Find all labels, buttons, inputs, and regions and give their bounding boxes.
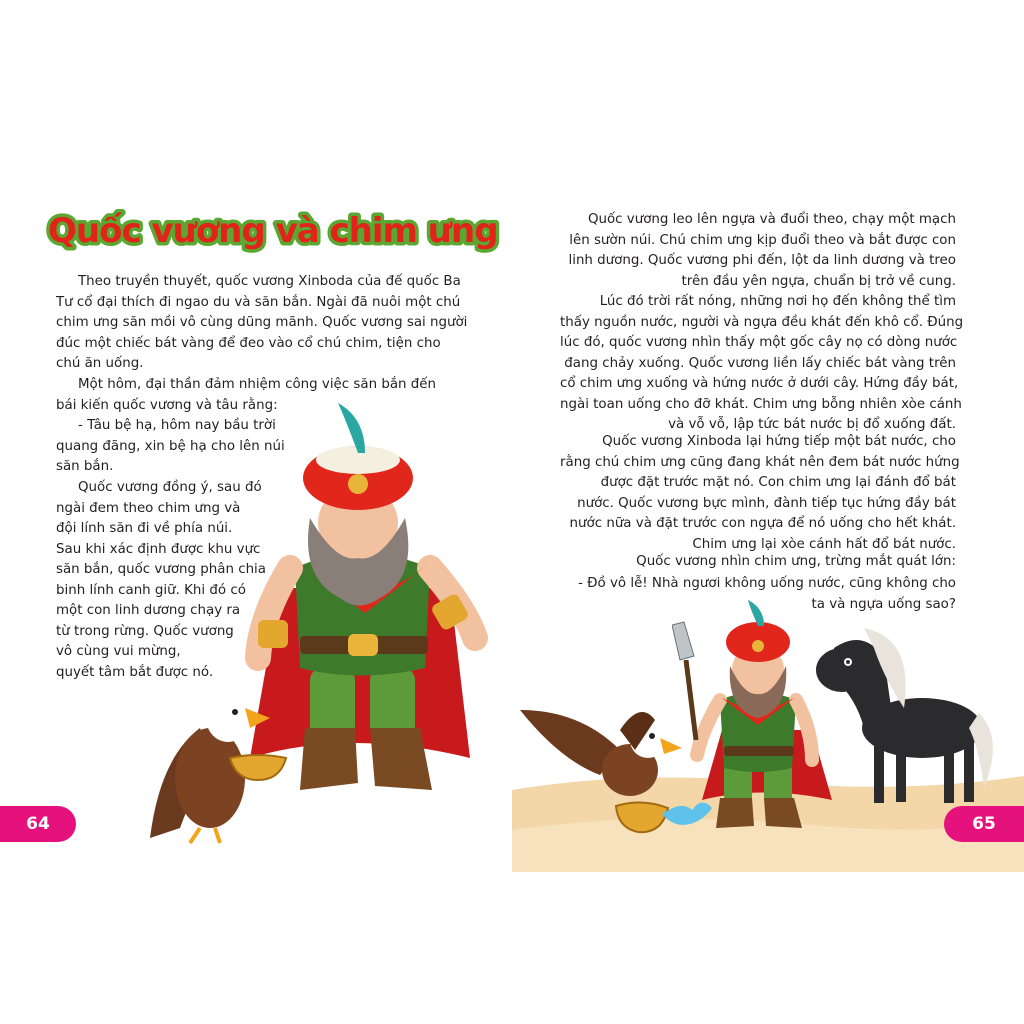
text-line: binh lính canh giữ. Khi đó có bbox=[56, 582, 246, 598]
text-line: Quốc vương đồng ý, sau đó bbox=[78, 480, 262, 495]
text-line: quyết tâm bắt được nó. bbox=[56, 664, 214, 680]
right-page bbox=[512, 0, 1024, 1024]
text-line: Lúc đó trời rất nóng, những nơi họ đến không thể tìm bbox=[599, 294, 956, 309]
text-line: Một hôm, đại thần đảm nhiệm công việc săn bắn đến bbox=[78, 377, 436, 392]
story-title-art bbox=[48, 198, 498, 258]
story-title bbox=[48, 198, 498, 258]
text-line: thấy nguồn nước, người và ngựa đều khát đến khô cổ. Đúng bbox=[560, 314, 964, 330]
text-line: quang đãng, xin bệ hạ cho lên núi bbox=[56, 438, 285, 454]
text-line: vô cùng vui mừng, bbox=[56, 644, 181, 659]
text-line: săn bắn. bbox=[56, 459, 114, 474]
story-title-text: Quốc vương và chim ưng bbox=[48, 211, 498, 251]
text-line: chú ăn uống. bbox=[56, 356, 144, 371]
text-line: ta và ngựa uống sao? bbox=[811, 596, 956, 612]
text-line: nước. Quốc vương bực mình, đành tiếp tục hứng đầy bát bbox=[577, 495, 956, 511]
text-line: cổ chim ưng xuống và hứng nước ở dưới cây. Hứng đầy bát, bbox=[560, 376, 959, 391]
golden-bowl-illustration bbox=[228, 752, 288, 782]
paragraph-7 bbox=[560, 432, 960, 555]
text-line: Tư cổ đại thích đi ngao du và săn bắn. Ngài đã nuôi một chú bbox=[56, 294, 461, 310]
text-line: từ trong rừng. Quốc vương bbox=[56, 623, 234, 639]
text-line: chim ưng săn mồi vô cùng dũng mãnh. Quốc vương sai người bbox=[56, 315, 468, 330]
text-line: và vỗ vỗ, lập tức bát nước bị đổ xuống đất. bbox=[668, 417, 956, 432]
text-line: trên đầu yên ngựa, chuẩn bị trở về cung. bbox=[681, 273, 956, 289]
text-line: đúc một chiếc bát vàng để đeo vào cổ chú chim, tiện cho bbox=[56, 335, 441, 351]
text-line: đang chảy xuống. Quốc vương liền lấy chiếc bát vàng trên bbox=[564, 355, 956, 371]
horse-illustration bbox=[804, 618, 1004, 814]
text-line: Theo truyền thuyết, quốc vương Xinboda của đế quốc Ba bbox=[78, 274, 461, 289]
text-line: săn bắn, quốc vương phân chia bbox=[56, 562, 266, 577]
page-number-left: 64 bbox=[0, 806, 76, 842]
text-line: một con linh dương chạy ra bbox=[56, 603, 241, 618]
text-line: - Tâu bệ hạ, hôm nay bầu trời bbox=[78, 418, 276, 433]
text-line: đội lính săn đi về phía núi. bbox=[56, 521, 233, 536]
text-line: ngài đem theo chim ưng và bbox=[56, 500, 241, 516]
paragraph-5 bbox=[560, 210, 956, 292]
text-line: - Đồ vô lễ! Nhà ngươi không uống nước, cũng không cho bbox=[578, 576, 956, 591]
black-horse-icon bbox=[804, 618, 1004, 814]
text-line: được đặt trước mặt nó. Con chim ưng lại đánh đổ bát bbox=[600, 475, 956, 490]
text-line: rằng chú chim ưng cũng đang khát nên đem bát nước hứng bbox=[560, 454, 960, 470]
paragraph-1 bbox=[56, 272, 476, 375]
text-line: Quốc vương leo lên ngựa và đuổi theo, chạy một mạch bbox=[587, 212, 956, 227]
text-line: Quốc vương Xinboda lại hứng tiếp một bát nước, cho bbox=[602, 434, 956, 449]
golden-bowl-icon bbox=[228, 752, 288, 782]
text-line: Quốc vương nhìn chim ưng, trừng mắt quát lớn: bbox=[636, 554, 956, 569]
text-line: linh dương. Quốc vương phi đến, lột da linh dương và treo bbox=[568, 253, 956, 268]
page-number-right: 65 bbox=[944, 806, 1024, 842]
text-line: Chim ưng lại xòe cánh hất đổ bát nước. bbox=[692, 536, 956, 552]
text-line: nước nữa và đặt trước con ngựa để nó uống cho hết khát. bbox=[569, 516, 956, 531]
text-line: bái kiến quốc vương và tâu rằng: bbox=[56, 397, 278, 413]
paragraph-8 bbox=[560, 552, 956, 573]
text-line: lúc đó, quốc vương nhìn thấy một gốc cây nọ có dòng nước bbox=[560, 335, 958, 350]
paragraph-6 bbox=[560, 292, 964, 436]
text-line: Sau khi xác định được khu vực bbox=[56, 541, 261, 557]
text-line: ngài toan uống cho đỡ khát. Chim ưng bỗng nhiên xòe cánh bbox=[560, 396, 962, 412]
text-line: lên sườn núi. Chú chim ưng kịp đuổi theo và bắt được con bbox=[569, 232, 956, 248]
